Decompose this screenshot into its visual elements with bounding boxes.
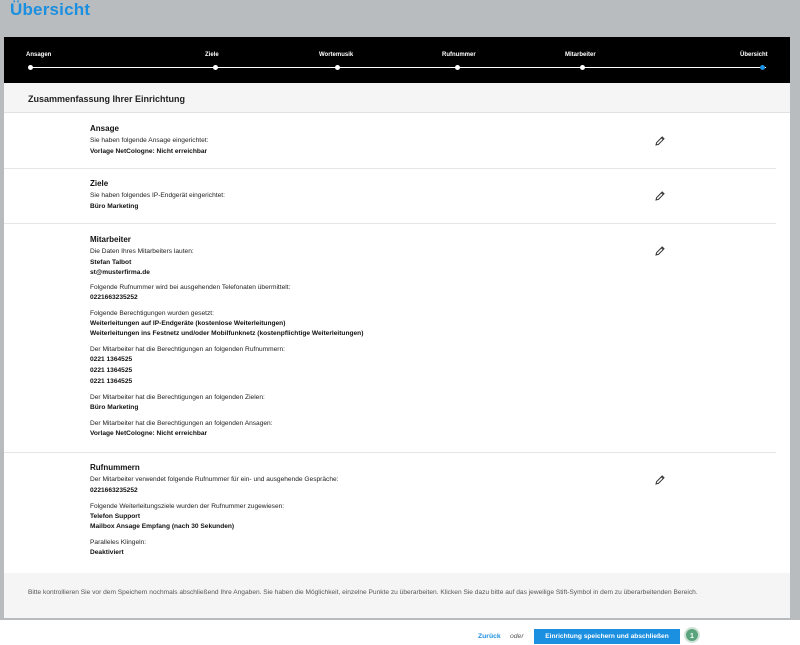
step-dot-wortemusik[interactable] bbox=[335, 65, 340, 70]
section-text: Der Mitarbeiter hat die Berechtigungen an folgenden Ansagen: bbox=[90, 420, 273, 427]
section-title: Ziele bbox=[90, 179, 109, 188]
step-label-uebersicht: Übersicht bbox=[740, 52, 768, 58]
section-text: Der Mitarbeiter verwendet folgende Rufnummer für ein- und ausgehende Gespräche: bbox=[90, 476, 339, 483]
section-ziele bbox=[4, 169, 776, 224]
section-value: Vorlage NetCologne: Nicht erreichbar bbox=[90, 148, 208, 155]
section-rufnummern bbox=[4, 453, 776, 573]
section-ansage bbox=[4, 114, 776, 169]
section-text: Folgende Weiterleitungsziele wurden der Rufnummer zugewiesen: bbox=[90, 503, 285, 510]
section-title: Ansage bbox=[90, 124, 119, 133]
page-title: Übersicht bbox=[10, 0, 91, 19]
permission-item: Weiterleitungen auf IP-Endgeräte (kostenlose Weiterleitungen) bbox=[90, 320, 286, 327]
section-mitarbeiter bbox=[4, 224, 776, 453]
permitted-announcement: Vorlage NetCologne: Nicht erreichbar bbox=[90, 430, 208, 437]
step-label-rufnummer[interactable]: Rufnummer bbox=[442, 52, 476, 58]
forwarding-target: Mailbox Ansage Empfang (nach 30 Sekunden) bbox=[90, 523, 235, 530]
section-text: Der Mitarbeiter hat die Berechtigungen an folgenden Zielen: bbox=[90, 394, 265, 401]
section-text: Sie haben folgendes IP-Endgerät eingerichtet: bbox=[90, 192, 225, 199]
permitted-number: 0221 1364525 bbox=[90, 378, 133, 385]
section-text: Folgende Berechtigungen wurden gesetzt: bbox=[90, 310, 214, 317]
permitted-number: 0221 1364525 bbox=[90, 367, 133, 374]
employee-name: Stefan Talbot bbox=[90, 259, 132, 266]
pencil-icon[interactable] bbox=[654, 190, 666, 202]
permission-item: Weiterleitungen ins Festnetz und/oder Mobilfunknetz (kostenpflichtige Weiterleitungen) bbox=[90, 330, 364, 337]
review-hint bbox=[4, 573, 790, 618]
back-link[interactable]: Zurück bbox=[478, 633, 501, 640]
step-dot-ansagen[interactable] bbox=[28, 65, 33, 70]
or-text: oder bbox=[510, 633, 524, 640]
action-bar bbox=[0, 620, 800, 645]
summary-card bbox=[4, 83, 790, 618]
section-text: Die Daten Ihres Mitarbeiters lauten: bbox=[90, 248, 194, 255]
pencil-icon[interactable] bbox=[654, 474, 666, 486]
summary-title: Zusammenfassung Ihrer Einrichtung bbox=[28, 94, 186, 104]
permitted-target: Büro Marketing bbox=[90, 404, 139, 411]
review-hint-text: Bitte kontrollieren Sie vor dem Speichern nochmals abschließend Ihre Angaben. Sie haben die Möglichkeit, einzelne Punkte zu überarbeiten. Klicken Sie dazu bitte auf das jeweilige Stift-Symbol in dem zu überarbeitenden Bereich. bbox=[28, 589, 698, 596]
parallel-ringing-value: Deaktiviert bbox=[90, 549, 124, 556]
step-dot-mitarbeiter[interactable] bbox=[580, 65, 585, 70]
step-label-ziele[interactable]: Ziele bbox=[205, 52, 219, 58]
section-text: Folgende Rufnummer wird bei ausgehenden Telefonaten übermittelt: bbox=[90, 284, 291, 291]
section-text: Der Mitarbeiter hat die Berechtigungen an folgenden Rufnummern: bbox=[90, 346, 285, 353]
save-and-finish-button[interactable]: Einrichtung speichern und abschließen bbox=[534, 629, 680, 644]
pencil-icon[interactable] bbox=[654, 245, 666, 257]
parallel-ringing-label: Paralleles Klingeln: bbox=[90, 539, 147, 546]
step-dot-uebersicht bbox=[760, 65, 765, 70]
step-label-wortemusik[interactable]: Wortemusik bbox=[319, 52, 354, 58]
section-text: Sie haben folgende Ansage eingerichtet: bbox=[90, 137, 209, 144]
wizard-progress bbox=[4, 37, 790, 83]
outgoing-number: 0221663235252 bbox=[90, 294, 138, 301]
forwarding-target: Telefon Support bbox=[90, 513, 141, 520]
step-dot-rufnummer[interactable] bbox=[455, 65, 460, 70]
employee-email: st@musterfirma.de bbox=[90, 269, 150, 276]
section-value: Büro Marketing bbox=[90, 203, 139, 210]
phone-number: 0221663235252 bbox=[90, 487, 138, 494]
section-title: Rufnummern bbox=[90, 463, 140, 472]
permitted-number: 0221 1364525 bbox=[90, 356, 133, 363]
pencil-icon[interactable] bbox=[654, 135, 666, 147]
step-badge: 1 bbox=[684, 627, 700, 643]
step-dot-ziele[interactable] bbox=[213, 65, 218, 70]
progress-track bbox=[30, 67, 766, 68]
section-title: Mitarbeiter bbox=[90, 235, 131, 244]
step-label-ansagen[interactable]: Ansagen bbox=[26, 52, 52, 58]
summary-header bbox=[4, 83, 790, 113]
step-label-mitarbeiter[interactable]: Mitarbeiter bbox=[565, 52, 596, 58]
